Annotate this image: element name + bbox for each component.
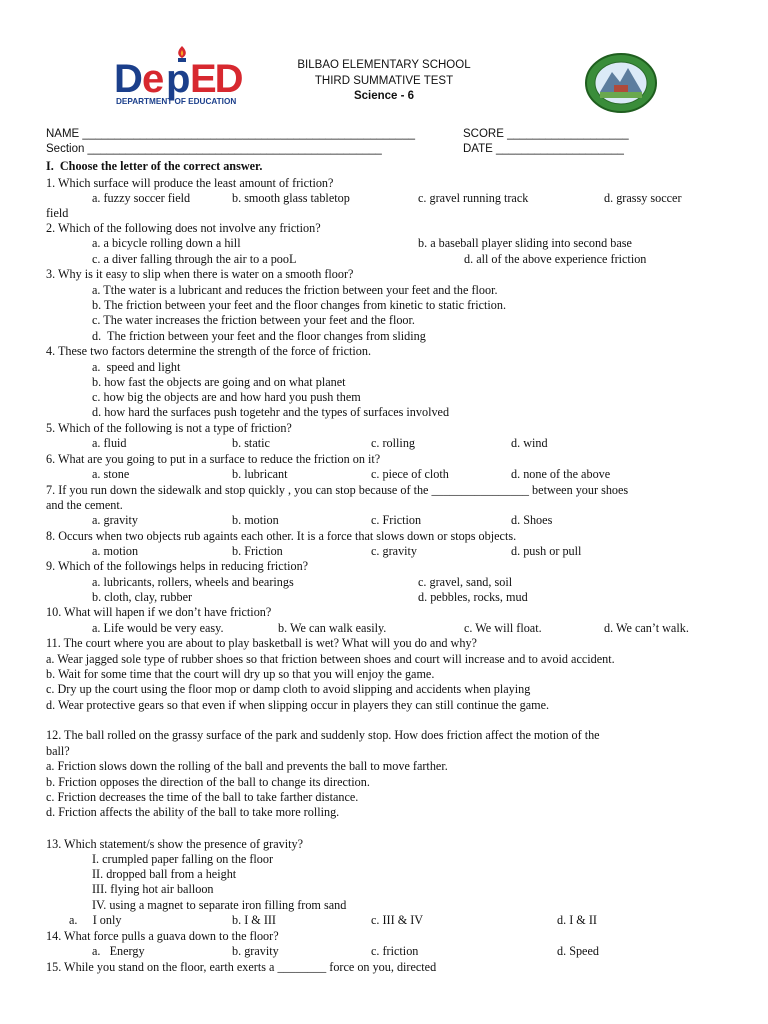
q12-option-b[interactable]: b. Friction opposes the direction of the ball to change its direction. <box>46 775 370 789</box>
question-3-stem: 3. Why is it easy to slip when there is water on a smooth floor? <box>46 267 354 281</box>
q7-option-d[interactable]: d. Shoes <box>511 513 553 527</box>
question-12-stem-wrap: ball? <box>46 744 70 758</box>
q11-option-b[interactable]: b. Wait for some time that the court will dry up so that you will enjoy the game. <box>46 667 435 681</box>
date-field[interactable]: DATE ____________________ <box>463 143 624 155</box>
q11-option-d[interactable]: d. Wear protective gears so that even if when slipping occur in players they can still continue the game. <box>46 698 550 712</box>
q1-option-b[interactable]: b. smooth glass tabletop <box>232 191 350 205</box>
q5-option-a[interactable]: a. fluid <box>92 436 127 450</box>
q7-option-a[interactable]: a. gravity <box>92 513 139 527</box>
svg-text:ED: ED <box>190 57 242 101</box>
q13-option-a[interactable]: a. I only <box>69 913 122 927</box>
q3-option-c[interactable]: c. The water increases the friction between your feet and the floor. <box>92 313 415 327</box>
q6-option-b[interactable]: b. lubricant <box>232 467 288 481</box>
q3-option-a[interactable]: a. Tthe water is a lubricant and reduces the friction between your feet and the floor. <box>92 283 498 297</box>
q2-option-b[interactable]: b. a baseball player sliding into second base <box>418 236 632 250</box>
svg-text:D: D <box>114 57 141 101</box>
q13-statement-1: I. crumpled paper falling on the floor <box>92 852 274 866</box>
q8-option-d[interactable]: d. push or pull <box>511 544 582 558</box>
q13-option-c[interactable]: c. III & IV <box>371 913 424 927</box>
q2-option-a[interactable]: a. a bicycle rolling down a hill <box>92 236 241 250</box>
test-title: THIRD SUMMATIVE TEST <box>314 74 454 87</box>
q7-option-c[interactable]: c. Friction <box>371 513 422 527</box>
school-name: BILBAO ELEMENTARY SCHOOL <box>297 59 471 71</box>
q8-option-a[interactable]: a. motion <box>92 544 139 558</box>
q14-option-c[interactable]: c. friction <box>371 944 419 958</box>
q14-option-b[interactable]: b. gravity <box>232 944 279 958</box>
q11-option-a[interactable]: a. Wear jagged sole type of rubber shoes so that friction between shoes and court will increase and to avoid accident. <box>46 652 615 666</box>
q13-statement-4: IV. using a magnet to separate iron filling from sand <box>92 898 347 912</box>
q1-option-d[interactable]: d. grassy soccer <box>604 191 682 205</box>
q1-option-c[interactable]: c. gravel running track <box>418 191 529 205</box>
q8-option-c[interactable]: c. gravity <box>371 544 418 558</box>
question-4-stem: 4. These two factors determine the strength of the force of friction. <box>46 344 371 358</box>
question-6-stem: 6. What are you going to put in a surface to reduce the friction on it? <box>46 452 381 466</box>
question-12-stem: 12. The ball rolled on the grassy surface of the park and suddenly stop. How does friction affect the motion of the <box>46 728 600 742</box>
question-11-stem: 11. The court where you are about to play basketball is wet? What will you do and why? <box>46 636 477 650</box>
q4-option-d[interactable]: d. how hard the surfaces push togetehr and the types of surfaces involved <box>92 405 450 419</box>
q3-option-d[interactable]: d. The friction between your feet and the floor changes from sliding <box>92 329 426 343</box>
instructions: I. Choose the letter of the correct answer. <box>46 159 263 173</box>
q9-option-a[interactable]: a. lubricants, rollers, wheels and bearings <box>92 575 294 589</box>
q9-option-c[interactable]: c. gravel, sand, soil <box>418 575 513 589</box>
q10-option-b[interactable]: b. We can walk easily. <box>278 621 387 635</box>
question-1-stem: 1. Which surface will produce the least amount of friction? <box>46 176 334 190</box>
question-15-stem: 15. While you stand on the floor, earth exerts a ________ force on you, directed <box>46 960 437 974</box>
q1-option-d-wrap: field <box>46 206 69 220</box>
subject-title: Science - 6 <box>353 90 415 102</box>
q4-option-b[interactable]: b. how fast the objects are going and on what planet <box>92 375 346 389</box>
q9-option-b[interactable]: b. cloth, clay, rubber <box>92 590 193 604</box>
q13-statement-3: III. flying hot air balloon <box>92 882 214 896</box>
q10-option-d[interactable]: d. We can’t walk. <box>604 621 689 635</box>
q5-option-d[interactable]: d. wind <box>511 436 548 450</box>
q5-option-c[interactable]: c. rolling <box>371 436 416 450</box>
q12-option-c[interactable]: c. Friction decreases the time of the ball to take farther distance. <box>46 790 359 804</box>
document-header <box>0 58 768 105</box>
question-14-stem: 14. What force pulls a guava down to the floor? <box>46 929 279 943</box>
q3-option-b[interactable]: b. The friction between your feet and the floor changes from kinetic to static friction. <box>92 298 507 312</box>
q13-option-b[interactable]: b. I & III <box>232 913 276 927</box>
q10-option-c[interactable]: c. We will float. <box>464 621 542 635</box>
q14-option-a[interactable]: a. Energy <box>92 944 145 958</box>
q14-option-d[interactable]: d. Speed <box>557 944 599 958</box>
q6-option-a[interactable]: a. stone <box>92 467 130 481</box>
q12-option-d[interactable]: d. Friction affects the ability of the ball to take more rolling. <box>46 805 340 819</box>
svg-text:p: p <box>166 57 189 101</box>
q13-option-d[interactable]: d. I & II <box>557 913 597 927</box>
q1-option-a[interactable]: a. fuzzy soccer field <box>92 191 191 205</box>
q9-option-d[interactable]: d. pebbles, rocks, mud <box>418 590 528 604</box>
score-field[interactable]: SCORE ___________________ <box>463 128 629 140</box>
q12-option-a[interactable]: a. Friction slows down the rolling of the ball and prevents the ball to move farther. <box>46 759 448 773</box>
question-13-stem: 13. Which statement/s show the presence of gravity? <box>46 837 303 851</box>
question-7-stem-wrap: and the cement. <box>46 498 123 512</box>
q4-option-c[interactable]: c. how big the objects are and how hard you push them <box>92 390 361 404</box>
q10-option-a[interactable]: a. Life would be very easy. <box>92 621 224 635</box>
question-9-stem: 9. Which of the followings helps in reducing friction? <box>46 559 309 573</box>
section-field[interactable]: Section ______________________________________________ <box>46 143 382 155</box>
question-10-stem: 10. What will hapen if we don’t have friction? <box>46 605 272 619</box>
q4-option-a[interactable]: a. speed and light <box>92 360 181 374</box>
svg-text:e: e <box>142 57 163 101</box>
question-2-stem: 2. Which of the following does not involve any friction? <box>46 221 321 235</box>
q8-option-b[interactable]: b. Friction <box>232 544 283 558</box>
question-5-stem: 5. Which of the following is not a type of friction? <box>46 421 292 435</box>
q13-statement-2: II. dropped ball from a height <box>92 867 237 881</box>
name-field[interactable]: NAME ____________________________________________________ <box>46 128 415 140</box>
q6-option-c[interactable]: c. piece of cloth <box>371 467 449 481</box>
q6-option-d[interactable]: d. none of the above <box>511 467 611 481</box>
q5-option-b[interactable]: b. static <box>232 436 270 450</box>
q2-option-d[interactable]: d. all of the above experience friction <box>464 252 647 266</box>
q11-option-c[interactable]: c. Dry up the court using the floor mop or damp cloth to avoid slipping and accidents when playing <box>46 682 531 696</box>
q2-option-c[interactable]: c. a diver falling through the air to a pooL <box>92 252 297 266</box>
svg-text:DEPARTMENT OF EDUCATION: DEPARTMENT OF EDUCATION <box>116 97 237 106</box>
question-7-stem: 7. If you run down the sidewalk and stop quickly , you can stop because of the ________________ between your shoes <box>46 483 629 497</box>
q7-option-b[interactable]: b. motion <box>232 513 279 527</box>
question-8-stem: 8. Occurs when two objects rub againts each other. It is a force that slows down or stops objects. <box>46 529 517 543</box>
